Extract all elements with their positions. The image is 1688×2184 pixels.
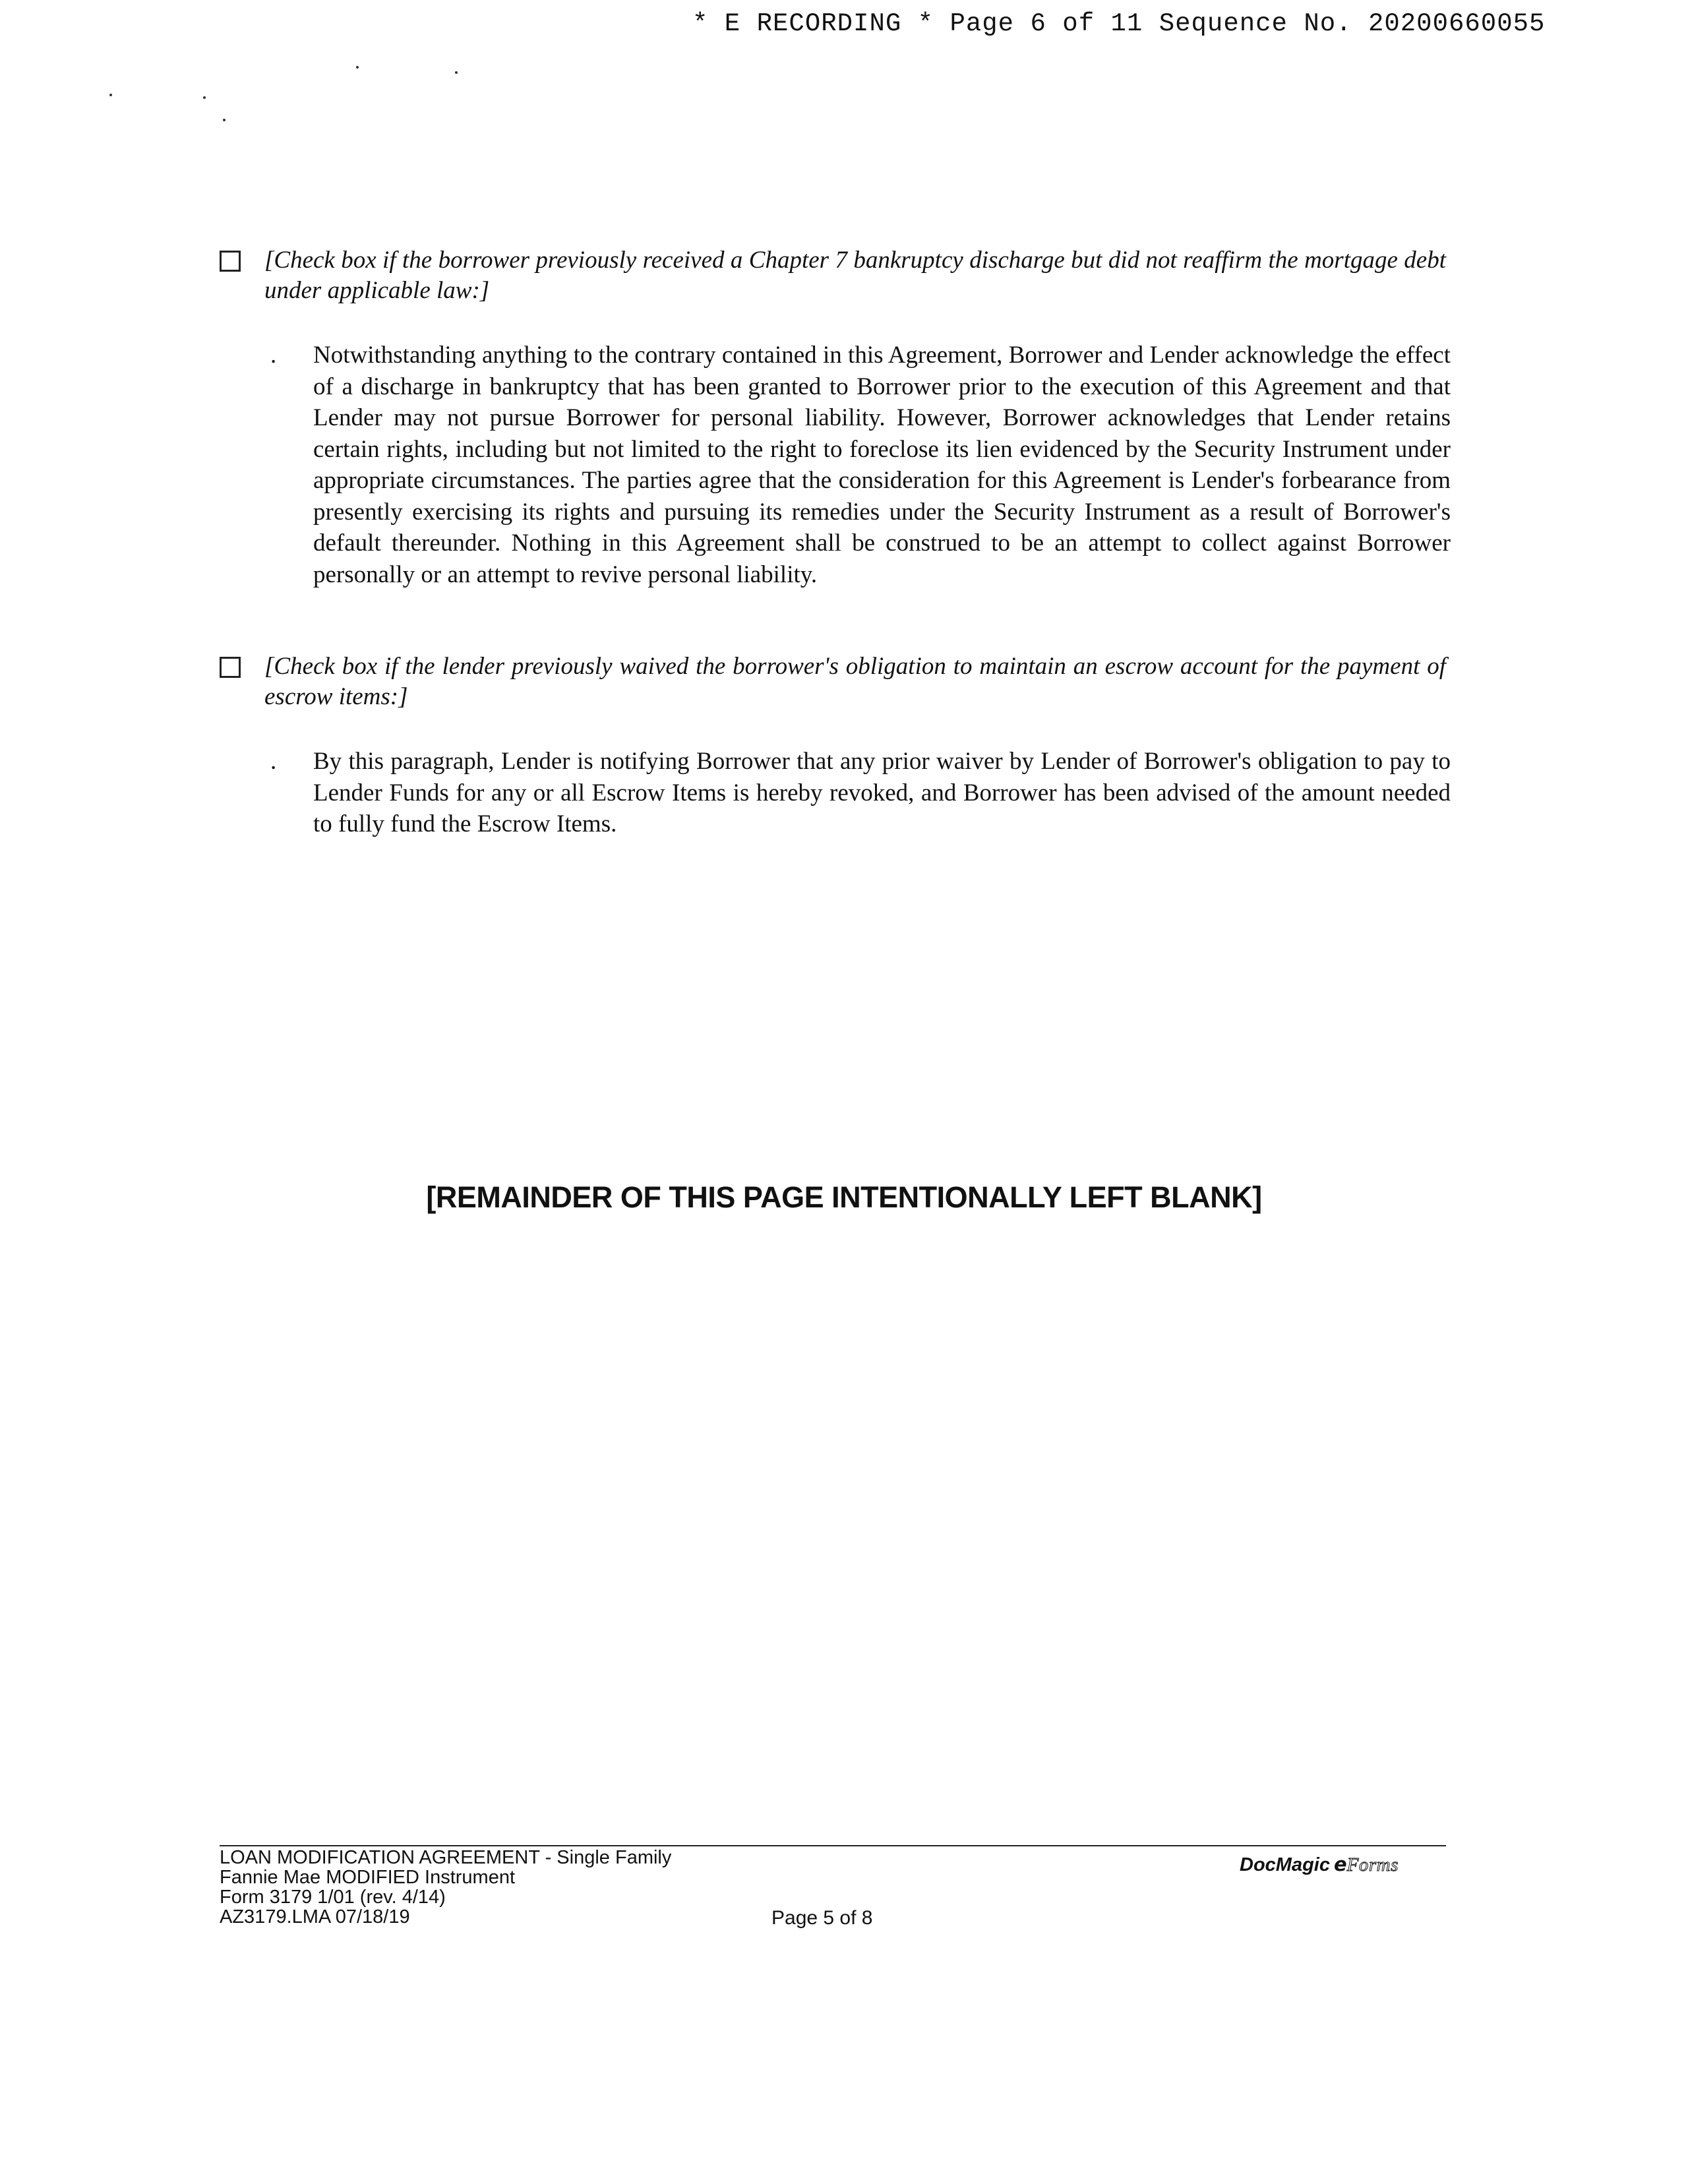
- escrow-checkbox-label: [Check box if the lender previously waived the borrower's obligation to maintain an escrow account for the payment of escrow items:]: [264, 653, 1446, 710]
- form-code: AZ3179.LMA 07/18/19: [220, 1906, 410, 1927]
- bankruptcy-checkbox[interactable]: [220, 251, 241, 272]
- recording-stamp: * E RECORDING * Page 6 of 11 Sequence No. 20200660055: [692, 9, 1546, 38]
- brand-suffix: Forms: [1346, 1854, 1399, 1875]
- escrow-checkbox-row: [220, 652, 1446, 712]
- brand-mark: e: [1333, 1853, 1347, 1875]
- form-number: Form 3179 1/01 (rev. 4/14): [220, 1887, 446, 1908]
- blank-page-notice: [REMAINDER OF THIS PAGE INTENTIONALLY LEFT BLANK]: [426, 1180, 1262, 1214]
- form-title: LOAN MODIFICATION AGREEMENT - Single Family: [220, 1847, 672, 1868]
- scan-speck: [455, 71, 458, 74]
- escrow-checkbox[interactable]: [220, 657, 241, 678]
- escrow-clause-text: By this paragraph, Lender is notifying Borrower that any prior waiver by Lender of Borrower's obligation to pay to Lender Funds for any or all Escrow Items is hereby revoked, and Borrower has been advised of the amount needed to fully fund the Escrow Items.: [313, 748, 1451, 837]
- bankruptcy-clause-text: Notwithstanding anything to the contrary contained in this Agreement, Borrower and Lender acknowledge the effect of a discharge in bankruptcy that has been granted to Borrower prior to the execution of this Agreement and that Lender may not pursue Borrower for personal liability. However, Borrower acknowledges that Lender retains certain rights, including but not limited to the right to foreclose its lien evidenced by the Security Instrument under appropriate circumstances. The parties agree that the consideration for this Agreement is Lender's forbearance from presently exercising its rights and pursuing its remedies under the Security Instrument as a result of Borrower's default thereunder. Nothing in this Agreement shall be construed to be an attempt to collect against Borrower personally or an attempt to revive personal liability.: [313, 342, 1451, 588]
- bankruptcy-clause: [270, 340, 1451, 590]
- page-number: Page 5 of 8: [771, 1907, 873, 1929]
- brand-name: DocMagic: [1240, 1854, 1330, 1875]
- scan-speck: [109, 94, 112, 96]
- footer-divider: [220, 1845, 1446, 1846]
- docmagic-logo: [1240, 1853, 1399, 1876]
- scan-speck: [203, 96, 206, 99]
- scan-speck: [356, 66, 359, 69]
- clause-bullet: .: [270, 748, 277, 775]
- scan-speck: [223, 119, 226, 121]
- clause-bullet: .: [270, 342, 277, 369]
- form-instrument: Fannie Mae MODIFIED Instrument: [220, 1867, 516, 1888]
- bankruptcy-checkbox-label: [Check box if the borrower previously received a Chapter 7 bankruptcy discharge but did not reaffirm the mortgage debt under applicable law:]: [264, 247, 1446, 304]
- escrow-clause: [270, 746, 1451, 840]
- form-identification: [220, 1848, 671, 1927]
- bankruptcy-checkbox-row: [220, 245, 1446, 306]
